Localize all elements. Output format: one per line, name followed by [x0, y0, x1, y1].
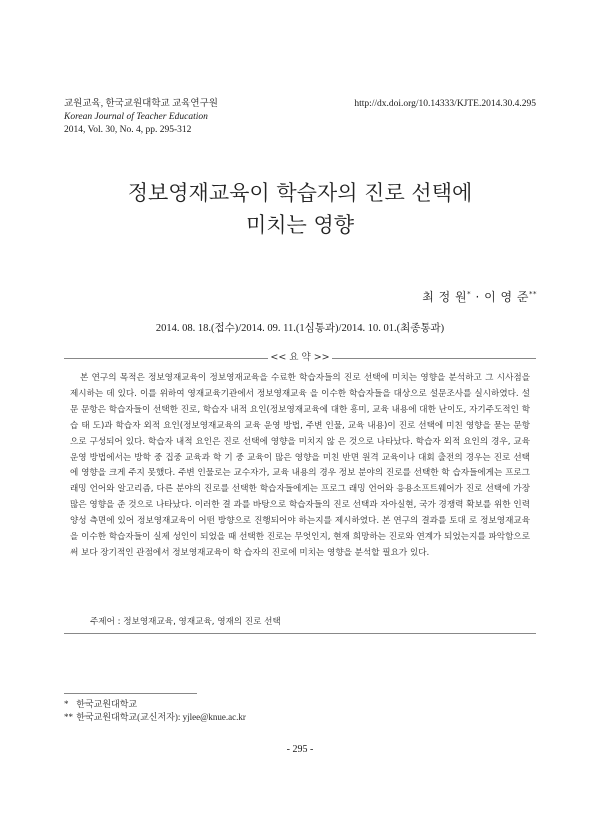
footnote-text: 한국교원대학교(교신저자): yjlee@knue.ac.kr	[76, 712, 246, 722]
footnote-mark: **	[64, 712, 73, 722]
abstract-rule-right	[332, 358, 536, 359]
title-line-2: 미치는 영향	[245, 213, 355, 237]
footnote-text: 한국교원대학교	[76, 699, 138, 709]
page-number: - 295 -	[286, 744, 314, 755]
abstract-header	[64, 352, 536, 364]
authors	[422, 288, 537, 305]
submission-dates: 2014. 08. 18.(접수)/2014. 09. 11.(1심통과)/2014. 10. 01.(최종통과)	[155, 323, 445, 334]
author-2-mark: **	[529, 290, 537, 298]
footnote-mark: *	[64, 699, 69, 709]
publisher: 교원교육, 한국교원대학교 교육연구원	[64, 99, 218, 109]
footnote	[64, 711, 246, 724]
author-1: 최 정 원	[422, 290, 468, 304]
volume-info: 2014, Vol. 30, No. 4, pp. 295-312	[64, 125, 192, 135]
footnote	[64, 698, 246, 711]
footnotes	[64, 698, 246, 724]
footnote-rule	[64, 693, 197, 694]
paper-title	[0, 177, 600, 241]
abstract-body	[70, 371, 530, 562]
keywords: 주제어 : 정보영재교육, 영재교육, 영재의 진로 선택	[90, 617, 281, 627]
journal-info	[64, 98, 218, 137]
author-1-mark: *	[467, 290, 472, 298]
doi-link[interactable]: http://dx.doi.org/10.14333/KJTE.2014.30.4.295	[354, 99, 536, 109]
abstract-bottom-rule	[64, 633, 536, 634]
journal-name-en: Korean Journal of Teacher Education	[64, 112, 208, 122]
abstract-text: 본 연구의 목적은 정보영재교육이 정보영재교육을 수료한 학습자들의 진로 선택에 미치는 영향을 분석하고 그 시사점을 제시하는 데 있다. 이를 위하여 영재교육기관에서 정보영재교육 을 이수한 학습자들을 대상으로 설문조사를 실시하였다. 설문 문항은 학습자들이 선택한 진로, 학습자 내적 요인(정보영재교육에 대한 흥미, 교육 내용에 대한 난이도, 자기주도적인 학습 태 도)과 학습자 외적 요인(정보영재교육의 교육 운영 방법, 주변 인물, 교육 내용)이 진로 선택에 미친 영향을 묻는 문항으로 구성되어 있다. 학습자 내적 요인은 진로 선택에 영향을 미치지 않 은 것으로 나타났다. 학습자 외적 요인의 경우, 교육 운영 방법에서는 방학 중 집중 교육과 학 기 중 교육이 많은 영향을 미친 반면 원격 교육이나 대회 출전의 경우는 진로 선택에 영향을 크게 주지 못했다. 주변 인물로는 교수자가, 교육 내용의 경우 정보 분야의 진로를 선택한 학 습자들에게는 프로그래밍 언어와 알고리즘, 다른 분야의 진로를 선택한 학습자들에게는 프로그 래밍 언어와 응용소프트웨어가 진로 선택에 가장 많은 영향을 준 것으로 나타났다. 이러한 결 과를 바탕으로 학습자들의 진로 선택과 자아실현, 국가 경쟁력 확보를 위한 인력 양성 측면에 있어 정보영재교육이 어떤 방향으로 진행되어야 하는지를 제시하였다. 본 연구의 결과를 토대 로 정보영재교육을 이수한 학습자들이 실제 성인이 되었을 때 선택한 진로는 무엇인지, 현재 희망하는 진로와 연계가 되었는지를 파악함으로써 보다 장기적인 관점에서 정보영재교육이 학 습자의 진로에 미치는 영향을 분석할 필요가 있다.	[70, 373, 530, 558]
title-line-1: 정보영재교육이 학습자의 진로 선택에	[127, 181, 473, 205]
author-2: 이 영 준	[484, 290, 529, 304]
author-separator: ·	[475, 290, 485, 304]
abstract-label: << 요 약 >>	[270, 352, 330, 363]
